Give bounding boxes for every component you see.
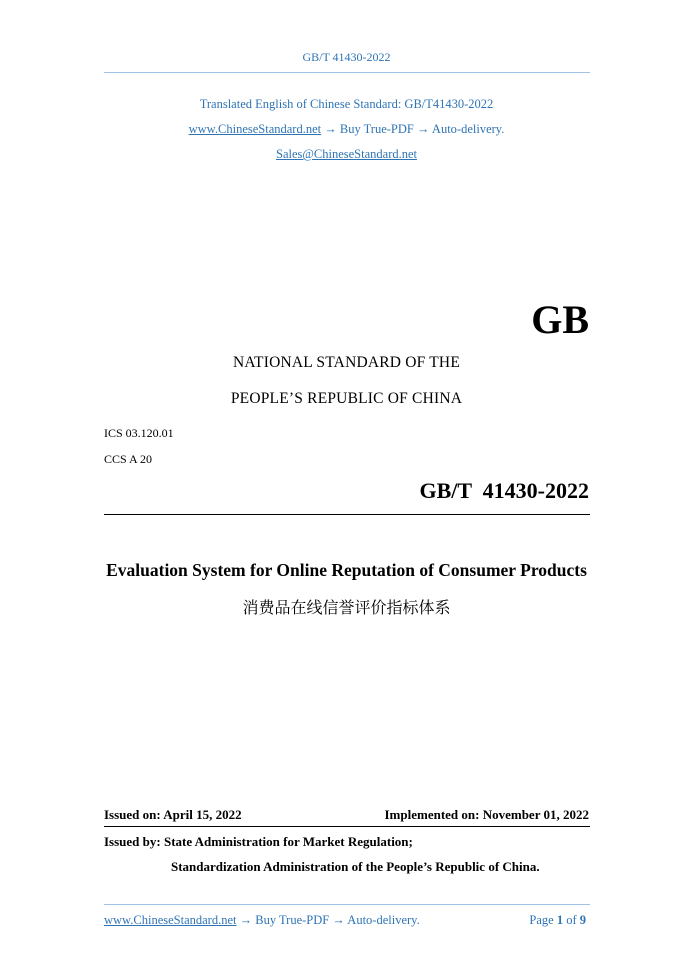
footer-purchase-line [104, 913, 420, 928]
ics-code: ICS 03.120.01 [104, 426, 174, 440]
translation-notice: Translated English of Chinese Standard: GB/T41430-2022 [199, 97, 494, 111]
footer-purchase-text: → Buy True-PDF → Auto-delivery. [236, 913, 420, 927]
issued-by: Issued by: State Administration for Market Regulation; [104, 834, 413, 849]
email-line [0, 147, 693, 162]
issued-by-line2: Standardization Administration of the People’s Republic of China. [171, 859, 540, 874]
document-title-en: Evaluation System for Online Reputation of Consumer Products [106, 560, 587, 580]
page-of: of [563, 913, 580, 927]
website-link[interactable]: www.ChineseStandard.net [188, 122, 322, 136]
purchase-line [0, 122, 693, 137]
national-standard-line1: NATIONAL STANDARD OF THE [232, 354, 460, 371]
page-indicator [529, 913, 586, 928]
standard-number: GB/T 41430-2022 [419, 478, 589, 503]
page-total: 9 [579, 913, 586, 927]
issued-on: Issued on: April 15, 2022 [104, 807, 242, 822]
national-standard-line2: PEOPLE’S REPUBLIC OF CHINA [230, 390, 463, 407]
header-divider [104, 72, 590, 73]
standard-number-rule [104, 514, 590, 515]
page-prefix: Page [529, 913, 557, 927]
email-link[interactable]: Sales@ChineseStandard.net [276, 147, 417, 161]
implemented-on: Implemented on: November 01, 2022 [384, 807, 589, 822]
issue-rule [104, 826, 590, 827]
purchase-text: → Buy True-PDF → Auto-delivery. [321, 122, 505, 136]
footer-divider [104, 904, 590, 905]
footer-website-link[interactable]: www.ChineseStandard.net [104, 913, 237, 927]
running-header: GB/T 41430-2022 [302, 50, 391, 64]
page-number: 1 [556, 913, 564, 927]
gb-mark: GB [531, 297, 589, 342]
document-title-zh: 消费品在线信誉评价指标体系 [242, 598, 451, 617]
ccs-code: CCS A 20 [104, 452, 153, 466]
